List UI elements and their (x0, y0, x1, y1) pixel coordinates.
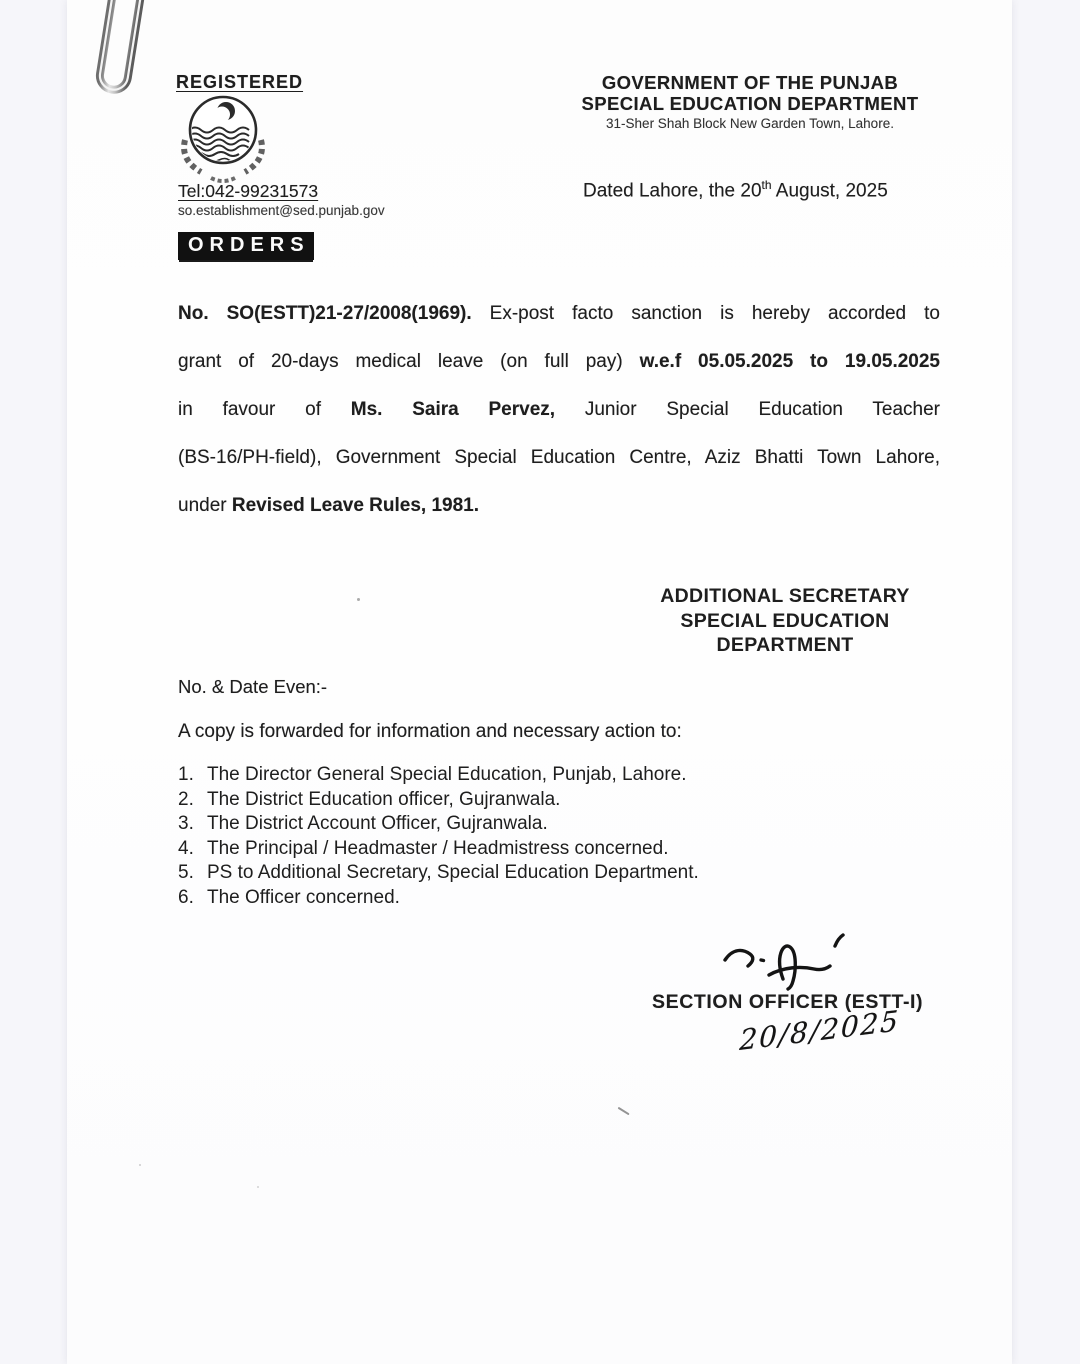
scan-speck (357, 598, 360, 601)
distribution-list (178, 763, 699, 911)
list-text: The Officer concerned. (207, 886, 400, 908)
telephone-number: Tel:042-99231573 (178, 181, 319, 201)
scan-speck (257, 1186, 259, 1188)
orders-heading: ORDERS (178, 232, 314, 260)
scan-speck (139, 1164, 141, 1166)
department-title: SPECIAL EDUCATION DEPARTMENT (581, 93, 919, 114)
list-item (178, 788, 699, 813)
order-paragraph-line (178, 338, 940, 386)
employee-designation: Junior Special Education Teacher (555, 399, 940, 420)
posting-detail: (BS-16/PH-field), Government Special Education Centre, Aziz Bhatti Town Lahore, (178, 447, 940, 468)
order-reference-number: No. SO(ESTT)21-27/2008(1969). (178, 303, 472, 324)
order-text: Ex-post facto sanction is hereby accorded to (471, 303, 940, 324)
copy-forward-line: A copy is forwarded for information and necessary action to: (178, 721, 682, 742)
list-number: 2. (178, 788, 194, 810)
list-item (178, 861, 699, 886)
email-address: so.establishment@sed.punjab.gov (178, 203, 385, 218)
letterhead (540, 72, 960, 131)
handwritten-date: 20/8/2025 (738, 1003, 901, 1058)
list-text: The District Account Officer, Gujranwala. (207, 813, 548, 835)
punjab-government-emblem-icon (163, 90, 283, 193)
list-text: The District Education officer, Gujranwala. (207, 788, 561, 810)
list-number: 6. (178, 886, 194, 908)
signatory-department-2: DEPARTMENT (716, 634, 854, 656)
handwritten-signature-scribble (717, 933, 867, 1000)
order-paragraph-line (178, 290, 940, 338)
leave-rules-reference: Revised Leave Rules, 1981. (231, 495, 480, 516)
reference-date-line: No. & Date Even:- (178, 676, 328, 697)
signatory-department: SPECIAL EDUCATION (680, 609, 890, 632)
order-paragraph-line (178, 434, 940, 482)
list-text: The Director General Special Education, Punjab, Lahore. (207, 764, 687, 785)
leave-dates: w.e.f 05.05.2025 to 19.05.2025 (639, 351, 940, 372)
dated-month-year: August, 2025 (771, 180, 888, 202)
dated-line (583, 178, 888, 202)
list-number: 4. (178, 837, 194, 859)
order-text: grant of 20-days medical leave (on full pay) (178, 351, 640, 372)
list-text: PS to Additional Secretary, Special Education Department. (207, 862, 699, 884)
document-sheet (67, 0, 1012, 1364)
registered-label: REGISTERED (176, 72, 304, 92)
scan-streak (617, 1107, 629, 1116)
list-item (178, 886, 699, 911)
list-item (178, 837, 699, 862)
order-paragraph-line (178, 386, 940, 434)
signatory-block (620, 584, 950, 658)
dated-text: Dated Lahore, the 20 (583, 180, 762, 202)
order-paragraph-line (178, 482, 940, 530)
list-number: 1. (178, 764, 194, 785)
government-title: GOVERNMENT OF THE PUNJAB (601, 72, 899, 93)
list-number: 3. (178, 813, 194, 835)
list-number: 5. (178, 862, 194, 884)
ordinal-suffix: th (761, 178, 772, 192)
section-officer-title: SECTION OFFICER (ESTT-I) (652, 991, 924, 1013)
paperclip-icon (70, 0, 166, 121)
list-item (178, 812, 699, 837)
list-item (178, 763, 699, 788)
department-address: 31-Sher Shah Block New Garden Town, Lahore. (606, 116, 894, 131)
order-text: under (178, 495, 232, 516)
list-text: The Principal / Headmaster / Headmistress concerned. (207, 837, 669, 859)
order-text: in favour of (178, 399, 351, 420)
employee-name: Ms. Saira Pervez, (350, 399, 556, 420)
order-paragraph (178, 290, 940, 530)
signatory-designation: ADDITIONAL SECRETARY (660, 585, 910, 607)
